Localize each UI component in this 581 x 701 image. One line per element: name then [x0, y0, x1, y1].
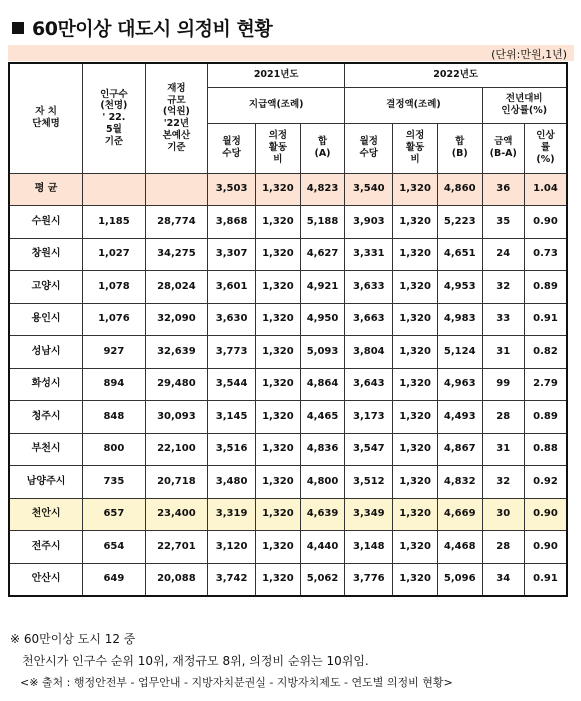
cell-a21: 1,320 [256, 433, 301, 466]
cell-pop: 657 [83, 498, 145, 531]
cell-diff: 32 [482, 466, 524, 499]
cell-m22: 3,173 [345, 401, 393, 434]
cell-m21: 3,868 [208, 206, 256, 239]
table-row [9, 336, 567, 369]
cell-a22: 1,320 [393, 238, 438, 271]
cell-a22: 1,320 [393, 271, 438, 304]
cell-rate: 0.73 [524, 238, 567, 271]
cell-rate: 0.91 [524, 303, 567, 336]
cell-s21: 4,440 [300, 531, 345, 564]
cell-pop: 735 [83, 466, 145, 499]
table-row [9, 401, 567, 434]
square-bullet-icon [12, 22, 24, 34]
cell-m22: 3,349 [345, 498, 393, 531]
cell-pop: 1,027 [83, 238, 145, 271]
cell-a22: 1,320 [393, 563, 438, 596]
header-activity-2022: 의정 활동 비 [393, 123, 438, 173]
cell-rate: 0.92 [524, 466, 567, 499]
table-row [9, 173, 567, 206]
cell-rate: 0.91 [524, 563, 567, 596]
table-row [9, 531, 567, 564]
header-decided: 결정액(조례) [345, 87, 482, 123]
notes [10, 628, 453, 694]
cell-m21: 3,544 [208, 368, 256, 401]
cell-pop: 1,076 [83, 303, 145, 336]
cell-diff: 31 [482, 336, 524, 369]
cell-s21: 5,188 [300, 206, 345, 239]
cell-a22: 1,320 [393, 173, 438, 206]
cell-diff: 24 [482, 238, 524, 271]
cell-s22: 4,983 [437, 303, 482, 336]
table-row [9, 433, 567, 466]
cell-rate: 0.90 [524, 206, 567, 239]
cell-diff: 36 [482, 173, 524, 206]
cell-diff: 28 [482, 401, 524, 434]
cell-budget: 22,701 [145, 531, 207, 564]
cell-pop: 800 [83, 433, 145, 466]
cell-a21: 1,320 [256, 303, 301, 336]
cell-diff: 32 [482, 271, 524, 304]
header-rate: 인상 률 (%) [524, 123, 567, 173]
cell-rate: 0.88 [524, 433, 567, 466]
cell-diff: 35 [482, 206, 524, 239]
header-monthly-2021: 월정 수당 [208, 123, 256, 173]
cell-m21: 3,742 [208, 563, 256, 596]
cell-budget: 32,639 [145, 336, 207, 369]
cell-s22: 4,860 [437, 173, 482, 206]
cell-m21: 3,145 [208, 401, 256, 434]
cell-pop: 1,078 [83, 271, 145, 304]
cell-pop: 848 [83, 401, 145, 434]
cell-name: 천안시 [9, 498, 83, 531]
cell-m22: 3,663 [345, 303, 393, 336]
cell-s21: 4,836 [300, 433, 345, 466]
cell-s21: 4,823 [300, 173, 345, 206]
cell-name: 전주시 [9, 531, 83, 564]
table-row [9, 498, 567, 531]
cell-s22: 5,124 [437, 336, 482, 369]
header-budget: 재정 규모 (억원) '22년 본예산 기준 [145, 63, 207, 173]
cell-rate: 0.82 [524, 336, 567, 369]
cell-m21: 3,601 [208, 271, 256, 304]
cell-s21: 4,800 [300, 466, 345, 499]
cell-s21: 5,093 [300, 336, 345, 369]
cell-a21: 1,320 [256, 173, 301, 206]
cell-budget: 28,774 [145, 206, 207, 239]
cell-a21: 1,320 [256, 336, 301, 369]
header-increase: 전년대비 인상률(%) [482, 87, 567, 123]
cell-s22: 4,867 [437, 433, 482, 466]
cell-m22: 3,804 [345, 336, 393, 369]
cell-s21: 4,864 [300, 368, 345, 401]
cell-m21: 3,319 [208, 498, 256, 531]
cell-budget: 28,024 [145, 271, 207, 304]
cell-m22: 3,331 [345, 238, 393, 271]
cell-a21: 1,320 [256, 466, 301, 499]
cell-name: 성남시 [9, 336, 83, 369]
cell-a21: 1,320 [256, 401, 301, 434]
header-2022: 2022년도 [345, 63, 567, 87]
table-row [9, 466, 567, 499]
cell-s21: 5,062 [300, 563, 345, 596]
cell-a22: 1,320 [393, 336, 438, 369]
cell-m21: 3,480 [208, 466, 256, 499]
cell-pop: 649 [83, 563, 145, 596]
cell-s21: 4,627 [300, 238, 345, 271]
cell-budget: 23,400 [145, 498, 207, 531]
header-amount: 금액 (B-A) [482, 123, 524, 173]
cell-a22: 1,320 [393, 206, 438, 239]
cell-m21: 3,773 [208, 336, 256, 369]
cell-budget: 30,093 [145, 401, 207, 434]
cell-a21: 1,320 [256, 271, 301, 304]
cell-s21: 4,639 [300, 498, 345, 531]
cell-budget [145, 173, 207, 206]
cell-m22: 3,148 [345, 531, 393, 564]
title-text: 60만이상 대도시 의정비 현황 [32, 18, 273, 40]
cell-budget: 22,100 [145, 433, 207, 466]
header-sum-a: 합 (A) [300, 123, 345, 173]
cell-m22: 3,903 [345, 206, 393, 239]
table-row [9, 206, 567, 239]
cell-m21: 3,516 [208, 433, 256, 466]
cell-diff: 34 [482, 563, 524, 596]
cell-name: 평 균 [9, 173, 83, 206]
header-2021: 2021년도 [208, 63, 345, 87]
header-activity-2021: 의정 활동 비 [256, 123, 301, 173]
table-row [9, 563, 567, 596]
cell-s22: 4,832 [437, 466, 482, 499]
cell-s22: 4,651 [437, 238, 482, 271]
table-row [9, 303, 567, 336]
cell-name: 수원시 [9, 206, 83, 239]
cell-diff: 28 [482, 531, 524, 564]
unit-label: (단위:만원,1년) [491, 48, 567, 61]
cell-m22: 3,540 [345, 173, 393, 206]
cell-s22: 4,493 [437, 401, 482, 434]
cell-a22: 1,320 [393, 466, 438, 499]
table-row [9, 238, 567, 271]
header-monthly-2022: 월정 수당 [345, 123, 393, 173]
cell-a21: 1,320 [256, 531, 301, 564]
cell-pop [83, 173, 145, 206]
cell-name: 창원시 [9, 238, 83, 271]
cell-name: 용인시 [9, 303, 83, 336]
cell-m21: 3,307 [208, 238, 256, 271]
cell-m22: 3,643 [345, 368, 393, 401]
cell-m22: 3,633 [345, 271, 393, 304]
cell-a22: 1,320 [393, 498, 438, 531]
cell-a22: 1,320 [393, 368, 438, 401]
note-line-2: 천안시가 인구수 순위 10위, 재정규모 8위, 의정비 순위는 10위임. [22, 654, 369, 668]
cell-s21: 4,921 [300, 271, 345, 304]
cell-m21: 3,120 [208, 531, 256, 564]
cell-s22: 4,468 [437, 531, 482, 564]
cell-a22: 1,320 [393, 531, 438, 564]
cell-name: 안산시 [9, 563, 83, 596]
cell-budget: 32,090 [145, 303, 207, 336]
cell-pop: 1,185 [83, 206, 145, 239]
cell-diff: 30 [482, 498, 524, 531]
cell-rate: 2.79 [524, 368, 567, 401]
cell-a22: 1,320 [393, 401, 438, 434]
cell-a22: 1,320 [393, 433, 438, 466]
cell-a21: 1,320 [256, 498, 301, 531]
cell-diff: 33 [482, 303, 524, 336]
cell-pop: 654 [83, 531, 145, 564]
cell-rate: 1.04 [524, 173, 567, 206]
cell-s21: 4,465 [300, 401, 345, 434]
table-row [9, 271, 567, 304]
cell-pop: 894 [83, 368, 145, 401]
cell-a21: 1,320 [256, 238, 301, 271]
table-row [9, 368, 567, 401]
cell-m21: 3,630 [208, 303, 256, 336]
cell-name: 부천시 [9, 433, 83, 466]
cell-name: 고양시 [9, 271, 83, 304]
cell-a21: 1,320 [256, 206, 301, 239]
cell-budget: 29,480 [145, 368, 207, 401]
unit-band [8, 45, 574, 61]
cell-pop: 927 [83, 336, 145, 369]
cell-m22: 3,512 [345, 466, 393, 499]
cell-name: 청주시 [9, 401, 83, 434]
cell-budget: 20,088 [145, 563, 207, 596]
cell-m22: 3,547 [345, 433, 393, 466]
cell-rate: 0.90 [524, 498, 567, 531]
note-line-1: ※ 60만이상 도시 12 중 [10, 632, 136, 646]
cell-budget: 34,275 [145, 238, 207, 271]
cell-a21: 1,320 [256, 563, 301, 596]
page-title [12, 14, 272, 41]
cell-diff: 31 [482, 433, 524, 466]
cell-s22: 5,223 [437, 206, 482, 239]
cell-rate: 0.89 [524, 401, 567, 434]
cell-m22: 3,776 [345, 563, 393, 596]
cell-s21: 4,950 [300, 303, 345, 336]
cell-name: 화성시 [9, 368, 83, 401]
header-region: 자 치 단체명 [9, 63, 83, 173]
cell-rate: 0.90 [524, 531, 567, 564]
cell-s22: 5,096 [437, 563, 482, 596]
allowance-table [8, 62, 568, 597]
header-sum-b: 합 (B) [437, 123, 482, 173]
header-paid: 지급액(조례) [208, 87, 345, 123]
cell-s22: 4,953 [437, 271, 482, 304]
cell-m21: 3,503 [208, 173, 256, 206]
source-line: <※ 출처 : 행정안전부 - 업무안내 - 지방자치분권실 - 지방자치제도 - 연도별 의정비 현황> [20, 676, 453, 689]
cell-a22: 1,320 [393, 303, 438, 336]
cell-rate: 0.89 [524, 271, 567, 304]
cell-a21: 1,320 [256, 368, 301, 401]
cell-name: 남양주시 [9, 466, 83, 499]
cell-s22: 4,669 [437, 498, 482, 531]
cell-diff: 99 [482, 368, 524, 401]
header-population: 인구수 (천명) ' 22. 5월 기준 [83, 63, 145, 173]
cell-s22: 4,963 [437, 368, 482, 401]
cell-budget: 20,718 [145, 466, 207, 499]
